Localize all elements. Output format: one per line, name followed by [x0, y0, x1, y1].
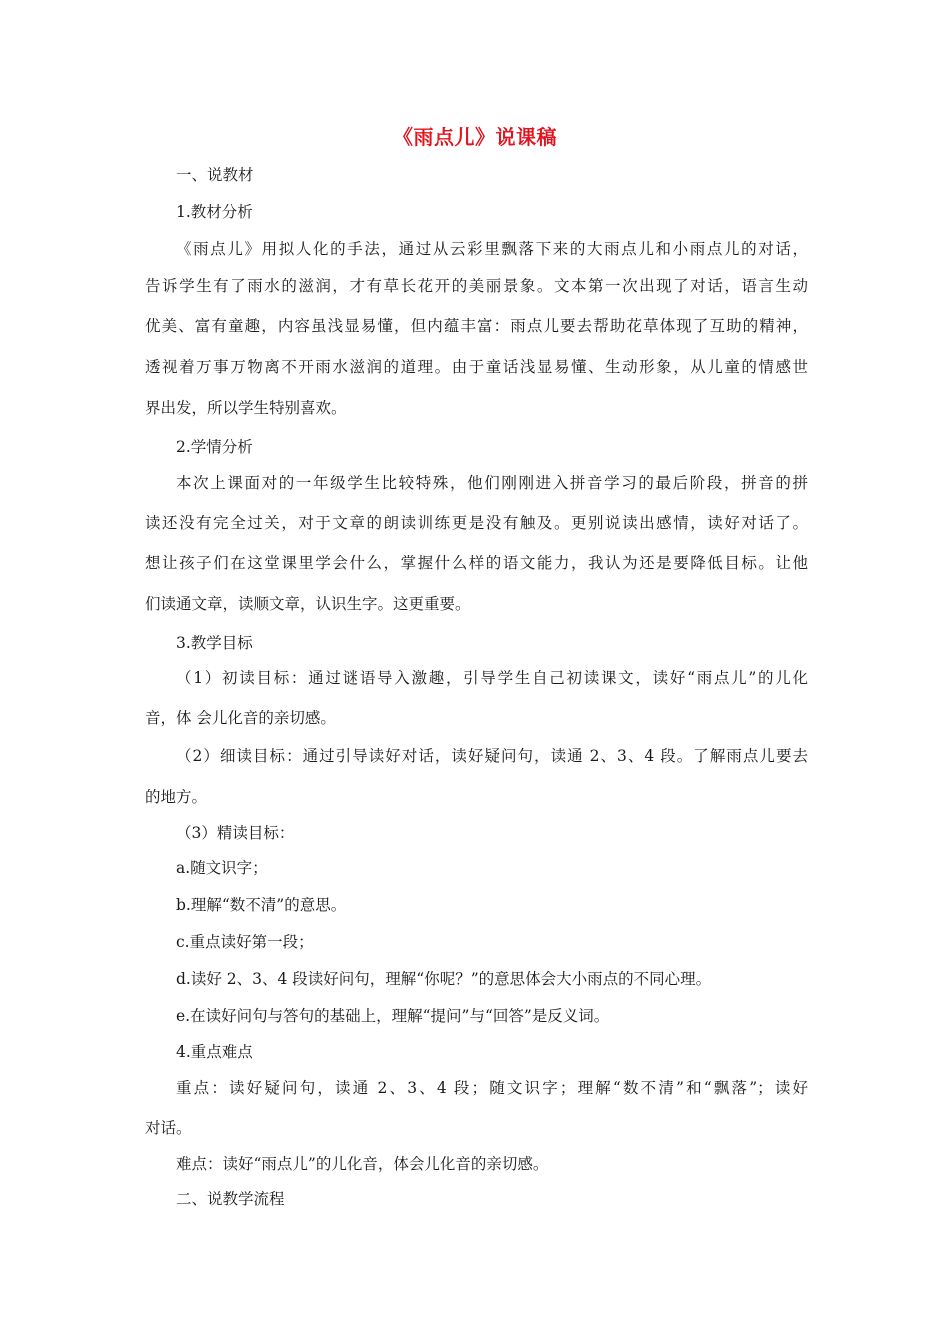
paragraph-line: 优美、富有童趣，内容虽浅显易懂，但内蕴丰富：雨点儿要去帮助花草体现了互助的精神， [145, 317, 808, 335]
goal-item-2: （2）细读目标：通过引导读好对话，读好疑问句，读通 2、3、4 段。了解雨点儿要去 [176, 747, 808, 765]
goal-item-1: （1）初读目标：通过谜语导入激趣，引导学生自己初读课文，读好“雨点儿”的儿化 [176, 669, 808, 687]
subheading-teaching-goals: 3.教学目标 [176, 634, 253, 652]
list-item-c: c.重点读好第一段； [176, 933, 314, 951]
subheading-key-points: 4.重点难点 [176, 1043, 253, 1061]
paragraph-line: 想让孩子们在这堂课里学会什么，掌握什么样的语文能力，我认为还是要降低目标。让他 [145, 554, 808, 572]
difficulty-line: 难点：读好“雨点儿”的儿化音，体会儿化音的亲切感。 [176, 1155, 549, 1173]
paragraph-line: 告诉学生有了雨水的滋润，才有草长花开的美丽景象。文本第一次出现了对话，语言生动 [145, 277, 808, 295]
paragraph-line: 透视着万事万物离不开雨水滋润的道理。由于童话浅显易懂、生动形象，从儿童的情感世 [145, 358, 808, 376]
section-heading-teaching-material: 一、说教材 [176, 166, 254, 184]
paragraph-line: 本次上课面对的一年级学生比较特殊，他们刚刚进入拼音学习的最后阶段，拼音的拼 [176, 474, 808, 492]
paragraph-line: 读还没有完全过关，对于文章的朗读训练更是没有触及。更别说读出感情，读好对话了。 [145, 514, 808, 532]
list-item-e: e.在读好问句与答句的基础上，理解“提问”与“回答”是反义词。 [176, 1007, 610, 1025]
subheading-material-analysis: 1.教材分析 [176, 203, 253, 221]
list-item-b: b.理解“数不清”的意思。 [176, 896, 347, 914]
document-title: 《雨点儿》说课稿 [393, 125, 557, 149]
list-item-d: d.读好 2、3、4 段读好问句，理解“你呢？”的意思体会大小雨点的不同心理。 [176, 970, 712, 988]
key-point-line-cont: 对话。 [145, 1119, 192, 1137]
paragraph-line: 《雨点儿》用拟人化的手法，通过从云彩里飘落下来的大雨点儿和小雨点儿的对话， [176, 240, 808, 258]
paragraph-line: 们读通文章，读顺文章，认识生字。这更重要。 [145, 595, 471, 613]
subheading-learner-analysis: 2.学情分析 [176, 438, 253, 456]
goal-item-3: （3）精读目标： [176, 824, 295, 842]
paragraph-line: 界出发，所以学生特别喜欢。 [145, 399, 347, 417]
list-item-a: a.随文识字； [176, 859, 268, 877]
section-heading-teaching-process: 二、说教学流程 [176, 1190, 285, 1208]
goal-item-1-cont: 音，体 会儿化音的亲切感。 [145, 709, 336, 727]
goal-item-2-cont: 的地方。 [145, 788, 208, 806]
key-point-line: 重点：读好疑问句，读通 2、3、4 段；随文识字；理解“数不清”和“飘落”；读好 [176, 1079, 808, 1097]
